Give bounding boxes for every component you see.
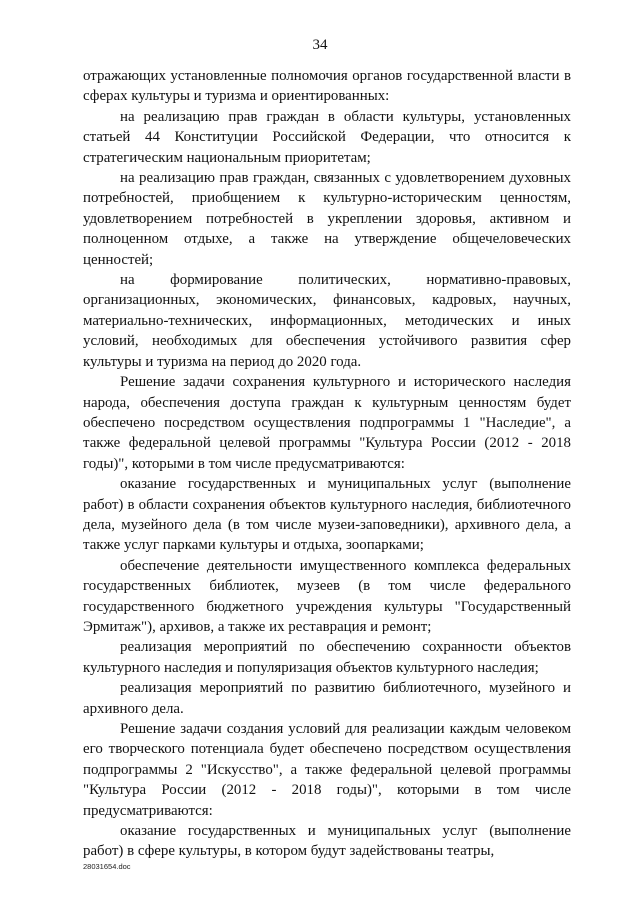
paragraph-9: реализация мероприятий по развитию библиотечного, музейного и архивного дела. [83,680,571,717]
paragraph-7: обеспечение деятельности имущественного комплекса федеральных государственных библиотек, музеев (в том числе федерального государственного бюджетного учреждения культуры "Государственный Эрмитаж"), архивов, а также их реставрация и ремонт; [83,557,571,635]
paragraph-3: на реализацию прав граждан, связанных с удовлетворением духовных потребностей, приобщением к культурно-историческим ценностям, удовлетворением потребностей в укреплении здоровья, активном и полноценном отдыхе, а также на утверждение общечеловеческих ценностей; [83,170,571,268]
paragraph-2: на реализацию прав граждан в области культуры, установленных статьей 44 Конституции Российской Федерации, что относится к стратегическим национальным приоритетам; [83,108,571,166]
paragraph-11: оказание государственных и муниципальных услуг (выполнение работ) в сфере культуры, в котором будут задействованы театры, [83,823,571,860]
paragraph-10: Решение задачи создания условий для реализации каждым человеком его творческого потенциала будет обеспечено посредством осуществления подпрограммы 2 "Искусство", а также федеральной целевой программы "Культура России (2012 - 2018 годы)", которыми в том числе предусматриваются: [83,721,571,819]
paragraph-5: Решение задачи сохранения культурного и исторического наследия народа, обеспечения доступа граждан к культурным ценностям будет обеспечено посредством осуществления подпрограммы 1 "Наследие", а также федеральной целевой программы "Культура России (2012 - 2018 годы)", которыми в том числе предусматриваются: [83,374,571,472]
page-number: 34 [312,37,328,53]
footer-filename: 28031654.doc [83,862,131,871]
paragraph-6: оказание государственных и муниципальных услуг (выполнение работ) в области сохранения объектов культурного наследия, библиотечного дела, музейного дела (в том числе музеи-заповедники), архивного дела, а также услуг парками культуры и отдыха, зоопарками; [83,476,571,554]
paragraph-1: отражающих установленные полномочия органов государственной власти в сферах культуры и туризма и ориентированных: [83,68,571,105]
document-body [83,66,571,862]
paragraph-4: на формирование политических, нормативно-правовых, организационных, экономических, финансовых, кадровых, научных, материально-технических, информационных, методических и иных условий, необходимых для обеспечения устойчивого развития сфер культуры и туризма на период до 2020 года. [83,272,571,370]
paragraph-8: реализация мероприятий по обеспечению сохранности объектов культурного наследия и популяризация объектов культурного наследия; [83,639,571,676]
